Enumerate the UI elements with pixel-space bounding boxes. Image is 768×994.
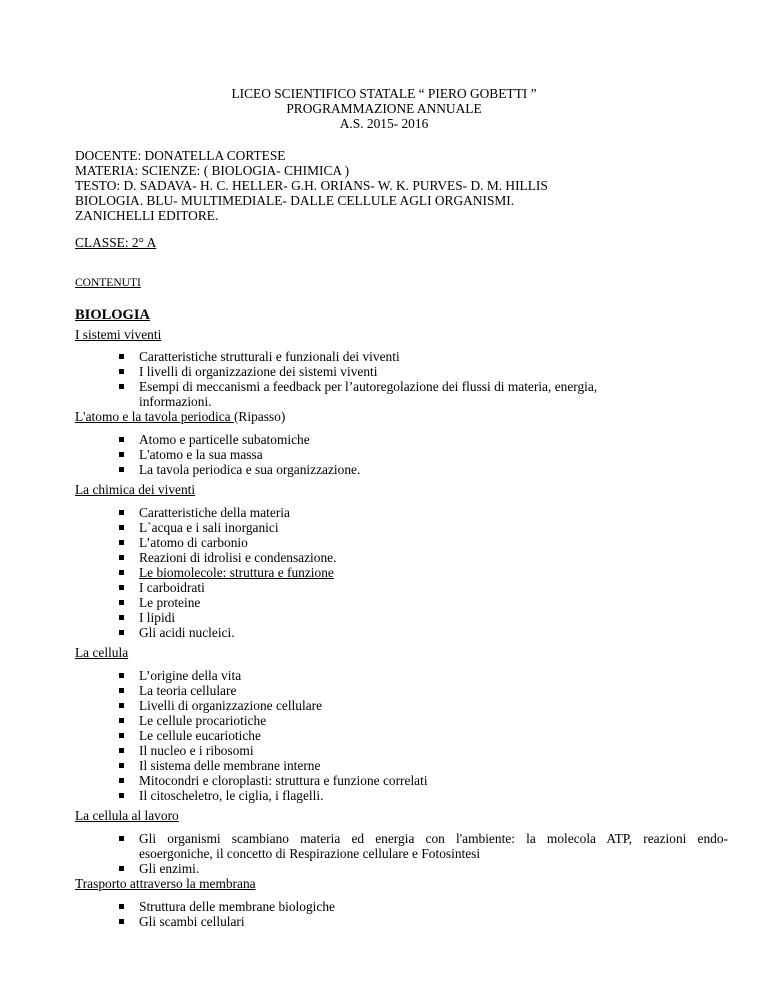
list-item: Le cellule eucariotiche [75,728,728,743]
list-item: Il citoscheletro, le ciglia, i flagelli. [75,788,728,803]
list-item: Gli enzimi. [75,861,728,876]
list-item: La tavola periodica e sua organizzazione. [75,462,728,477]
list-item: Struttura delle membrane biologiche [75,899,728,914]
textbook-title-line: BIOLOGIA. BLU- MULTIMEDIALE- DALLE CELLULE AGLI ORGANISMI. [75,193,515,208]
document-title: PROGRAMMAZIONE ANNUALE [286,101,482,116]
topic-title: La cellula al lavoro [75,808,179,823]
list-item: Caratteristiche strutturali e funzionali dei viventi [75,349,728,364]
list-item: Reazioni di idrolisi e condensazione. [75,550,728,565]
topic-sistemi-viventi [75,327,728,409]
topic-title: La chimica dei viventi [75,482,196,497]
list-item: L'atomo e la sua massa [75,447,728,462]
list-item: La teoria cellulare [75,683,728,698]
list-item: I lipidi [75,610,728,625]
list-item: Le proteine [75,595,728,610]
list-item: Livelli di organizzazione cellulare [75,698,728,713]
section-title: BIOLOGIA [75,307,150,323]
topic-title-suffix: (Ripasso) [233,409,286,424]
school-name: LICEO SCIENTIFICO STATALE “ PIERO GOBETTI ” [231,86,537,101]
list-item: Esempi di meccanismi a feedback per l’autoregolazione dei flussi di materia, energia, informazioni. [75,379,728,409]
list-item: I livelli di organizzazione dei sistemi viventi [75,364,728,379]
list-item: L`acqua e i sali inorganici [75,520,728,535]
list-item: Gli acidi nucleici. [75,625,728,640]
subject-line: MATERIA: SCIENZE: ( BIOLOGIA- CHIMICA ) [75,163,350,178]
list-item-line: esoergoniche, il concetto di Respirazione cellulare e Fotosintesi [139,846,481,861]
teacher-line: DOCENTE: DONATELLA CORTESE [75,148,286,163]
topic-title: La cellula [75,645,129,660]
list-item: Il nucleo e i ribosomi [75,743,728,758]
list-item [75,565,728,580]
topic-title: L'atomo e la tavola periodica [75,409,234,424]
topic-atomo-tavola-periodica [75,409,728,477]
course-info [75,148,728,223]
topic-cellula-al-lavoro [75,808,728,876]
list-item-label: Le biomolecole: struttura e funzione [139,565,334,580]
list-item: I carboidrati [75,580,728,595]
list-item: Mitocondri e cloroplasti: struttura e funzione correlati [75,773,728,788]
list-item: L’atomo di carbonio [75,535,728,550]
list-item: Caratteristiche della materia [75,505,728,520]
topic-title: Trasporto attraverso la membrana [75,876,256,891]
contents-label: CONTENUTI [75,277,141,289]
topic-chimica-viventi [75,482,728,640]
topic-trasporto-membrana [75,876,728,929]
topic-title: I sistemi viventi [75,327,162,342]
list-item: L’origine della vita [75,668,728,683]
document-header [0,86,768,131]
list-item-line: Gli organismi scambiano materia ed energia con l'ambiente: la molecola ATP, reazioni endo- [139,831,728,846]
list-item: Atomo e particelle subatomiche [75,432,728,447]
topic-cellula [75,645,728,803]
list-item: Le cellule procariotiche [75,713,728,728]
list-item: Il sistema delle membrane interne [75,758,728,773]
school-year: A.S. 2015- 2016 [339,116,429,131]
class-label: CLASSE: 2° A [75,235,157,250]
list-item: Gli scambi cellulari [75,914,728,929]
textbook-authors-line: TESTO: D. SADAVA- H. C. HELLER- G.H. ORIANS- W. K. PURVES- D. M. HILLIS [75,178,548,193]
publisher-line: ZANICHELLI EDITORE. [75,208,219,223]
list-item [75,831,728,861]
